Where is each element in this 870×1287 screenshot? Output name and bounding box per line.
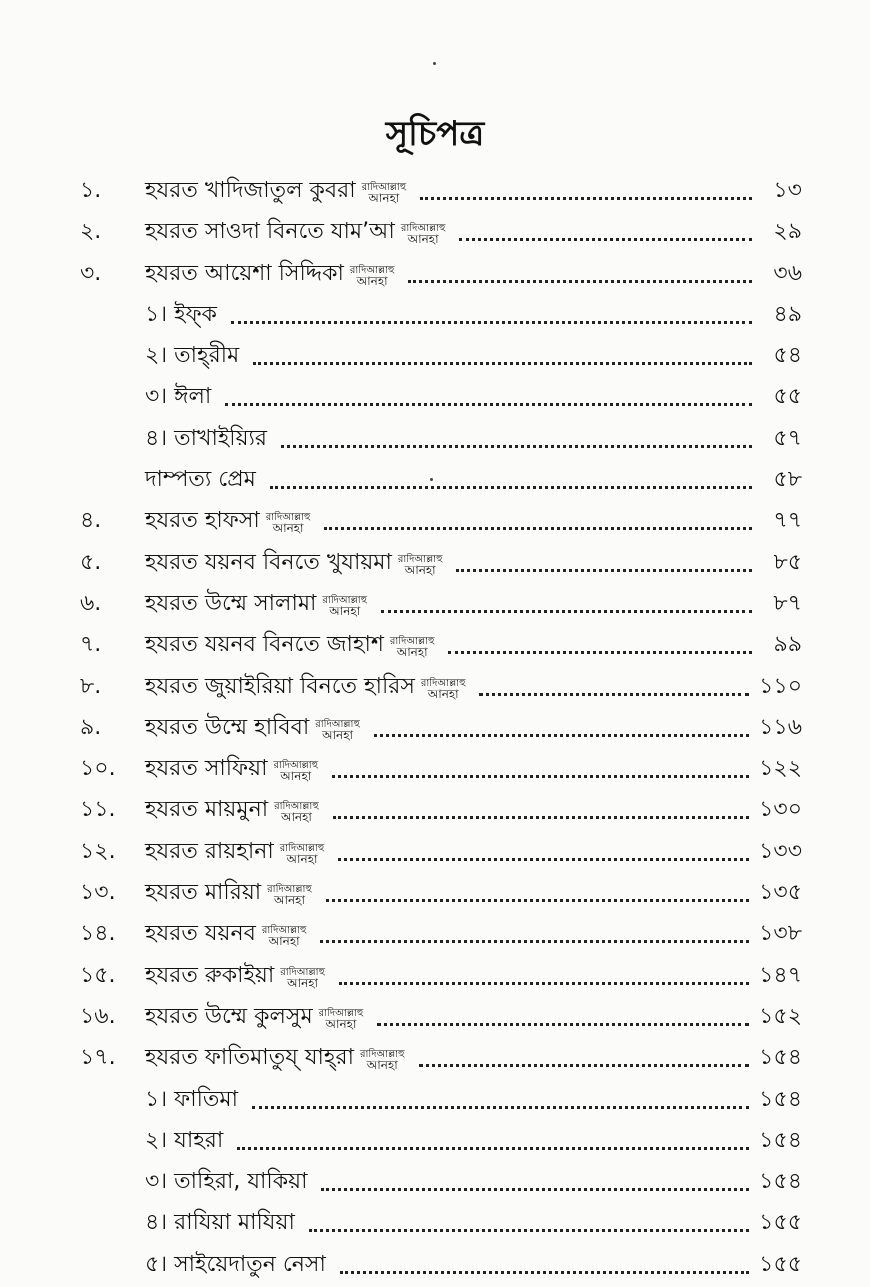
entry-page-number: ৫৫ [773, 384, 802, 410]
leader-dots [253, 361, 752, 365]
entry-number: ১১. [80, 797, 116, 823]
honorific-superscript: রাদিআল্লাহু আনহা [359, 1049, 405, 1073]
entry-title: হযরত মারিয়া [145, 880, 262, 906]
entry-page-number: ১৫৫ [759, 1251, 802, 1277]
honorific-superscript: রাদিআল্লাহু আনহা [273, 760, 319, 784]
leader-dots [374, 733, 749, 737]
entry-number: ৪. [80, 508, 102, 534]
toc-entry [0, 172, 870, 213]
entry-number: ২. [80, 219, 102, 245]
honorific-superscript: রাদিআল্লাহু আনহা [261, 925, 307, 949]
toc-entry [0, 461, 870, 502]
toc-entry [0, 420, 870, 461]
toc-entry [0, 957, 870, 998]
leader-dots [408, 279, 752, 283]
toc-entry [0, 791, 870, 832]
honorific-superscript: রাদিআল্লাহু আনহা [265, 512, 311, 536]
leader-dots [281, 444, 752, 448]
entry-title: ২। তাহ্‌রীম [145, 343, 240, 369]
entry-number: ১৭. [80, 1045, 116, 1071]
leader-dots [225, 402, 752, 406]
entry-page-number: ১১০ [759, 673, 802, 699]
honorific-superscript: রাদিআল্লাহু আনহা [318, 1007, 364, 1031]
entry-title: ৩। ঈলা [145, 384, 212, 410]
toc-entry [0, 296, 870, 337]
toc-entry [0, 255, 870, 296]
entry-page-number: ১৫৪ [759, 1127, 802, 1153]
print-speck [433, 62, 436, 65]
print-speck [430, 478, 433, 481]
entry-page-number: ৫৮ [773, 467, 802, 493]
entry-title: হযরত রুকাইয়া [145, 962, 275, 988]
toc-entry [0, 998, 870, 1039]
toc-entry [0, 1081, 870, 1122]
entry-page-number: ১৩৫ [759, 880, 802, 906]
entry-number: ১৬. [80, 1003, 116, 1029]
leader-dots [237, 1146, 749, 1150]
toc-entry [0, 915, 870, 956]
honorific-superscript: রাদিআল্লাহু আনহা [315, 718, 360, 742]
entry-page-number: ৩৬ [773, 260, 802, 286]
honorific-superscript: রাদিআল্লাহু আনহা [280, 966, 325, 990]
entry-title: হযরত উম্মে কুলসুম [145, 1003, 313, 1029]
entry-title: ১। ইফ্‌ক [145, 301, 217, 327]
entry-number: ১২. [80, 838, 116, 864]
entry-page-number: ৭৭ [773, 508, 802, 534]
entry-title: হযরত ফাতিমাতুয্‌ যাহ্‌রা [145, 1045, 354, 1071]
entry-page-number: ১৪৭ [759, 962, 802, 988]
entry-page-number: ৮৭ [773, 590, 802, 616]
entry-page-number: ১৫৪ [759, 1169, 802, 1195]
honorific-superscript: রাদিআল্লাহু আনহা [389, 636, 435, 660]
entry-number: ৬. [80, 590, 102, 616]
entry-title: হযরত হাফসা [145, 508, 260, 534]
entry-number: ৯. [80, 714, 102, 740]
entry-title: হযরত রায়হানা [145, 838, 274, 864]
entry-number: ১. [80, 178, 102, 203]
toc-entry [0, 1204, 870, 1245]
toc-entry [0, 750, 870, 791]
entry-number: ৩. [80, 260, 102, 286]
entry-page-number: ১৫৪ [759, 1086, 802, 1112]
entry-page-number: ৮৫ [773, 549, 802, 575]
entry-number: ১৪. [80, 921, 116, 947]
toc-entry [0, 1246, 870, 1287]
leader-dots [339, 981, 749, 985]
toc-entry [0, 626, 870, 667]
honorific-superscript: রাদিআল্লাহু আনহা [279, 842, 325, 866]
entry-number: ৮. [80, 673, 102, 699]
toc-entry [0, 585, 870, 626]
entry-title: হযরত যয়নব বিনতে খুযায়মা [145, 549, 392, 575]
entry-page-number: ১২২ [759, 756, 802, 782]
entry-page-number: ১৩৩ [759, 838, 802, 864]
entry-number: ৫. [80, 549, 102, 575]
leader-dots [340, 1270, 749, 1274]
entry-page-number: ৫৪ [773, 343, 802, 369]
toc-entry [0, 213, 870, 254]
leader-dots [309, 1228, 749, 1232]
leader-dots [252, 1105, 749, 1109]
toc-entry [0, 1163, 870, 1204]
entry-page-number: ৯৯ [773, 632, 802, 658]
entry-title: ৪। তাখাইয়্যির [145, 425, 268, 451]
leader-dots [324, 526, 752, 530]
leader-dots [479, 692, 749, 696]
entry-page-number: ২৯ [773, 219, 802, 245]
leader-dots [456, 568, 752, 572]
entry-title: হযরত যয়নব বিনতে জাহাশ [145, 632, 384, 658]
leader-dots [333, 815, 749, 819]
toc-entry [0, 833, 870, 874]
entry-title: হযরত উম্মে হাবিবা [145, 714, 310, 740]
entry-title: ২। যাহরা [145, 1127, 224, 1153]
honorific-superscript: রাদিআল্লাহু আনহা [267, 884, 312, 908]
entry-title: ৪। রাযিয়া মাযিয়া [145, 1210, 295, 1236]
entry-page-number: ১৫৪ [759, 1045, 802, 1071]
entry-title: হযরত আয়েশা সিদ্দিকা [145, 260, 344, 286]
honorific-superscript: রাদিআল্লাহু আনহা [349, 264, 395, 288]
leader-dots [448, 650, 752, 654]
toc-entry [0, 709, 870, 750]
entry-page-number: ১৩ [773, 178, 802, 203]
entry-title: হযরত মায়মুনা [145, 797, 269, 823]
entry-number: ১৩. [80, 880, 116, 906]
toc-entry [0, 544, 870, 585]
honorific-superscript: রাদিআল্লাহু আনহা [397, 553, 443, 577]
toc-entry [0, 502, 870, 543]
honorific-superscript: রাদিআল্লাহু আনহা [361, 182, 407, 205]
entry-title: হযরত উম্মে সালামা [145, 590, 317, 616]
toc-entry [0, 1039, 870, 1080]
entry-page-number: ১৩০ [759, 797, 802, 823]
page-title: সূচিপত্র [385, 114, 485, 154]
leader-dots [381, 609, 752, 613]
entry-title: হযরত সাফিয়া [145, 756, 268, 782]
leader-dots [459, 237, 752, 241]
table-of-contents [0, 172, 870, 1287]
honorific-superscript: রাদিআল্লাহু আনহা [400, 223, 446, 247]
entry-page-number: ১১৬ [759, 714, 802, 740]
honorific-superscript: রাদিআল্লাহু আনহা [322, 594, 367, 618]
entry-page-number: ১৩৮ [759, 921, 802, 947]
leader-dots [420, 196, 752, 200]
entry-page-number: ১৫৫ [759, 1210, 802, 1236]
entry-title: ৩। তাহিরা, যাকিয়া [145, 1169, 308, 1195]
entry-number: ১০. [80, 756, 116, 782]
entry-number: ৭. [80, 632, 102, 658]
honorific-superscript: রাদিআল্লাহু আনহা [274, 801, 319, 825]
leader-dots [320, 939, 749, 943]
leader-dots [332, 774, 749, 778]
entry-title: দাম্পত্য প্রেম [145, 467, 256, 493]
entry-title: ১। ফাতিমা [145, 1086, 238, 1112]
entry-page-number: ৪৯ [773, 301, 802, 327]
leader-dots [377, 1022, 749, 1026]
entry-title: হযরত যয়নব [145, 921, 256, 947]
toc-entry [0, 874, 870, 915]
leader-dots [338, 857, 749, 861]
leader-dots [419, 1063, 750, 1067]
entry-page-number: ৫৭ [773, 425, 802, 451]
entry-title: ৫। সাইয়েদাতুন নেসা [145, 1251, 326, 1277]
entry-number: ১৫. [80, 962, 116, 988]
honorific-superscript: রাদিআল্লাহু আনহা [420, 677, 466, 701]
leader-dots [326, 898, 749, 902]
toc-entry [0, 1122, 870, 1163]
entry-title: হযরত জুয়াইরিয়া বিনতে হারিস [145, 673, 415, 699]
toc-entry [0, 337, 870, 378]
leader-dots [270, 485, 752, 489]
entry-title: হযরত খাদিজাতুল কুবরা [145, 178, 356, 203]
toc-entry [0, 668, 870, 709]
entry-page-number: ১৫২ [759, 1003, 802, 1029]
leader-dots [231, 320, 752, 324]
entry-title: হযরত সাওদা বিনতে যাম’আ [145, 219, 395, 245]
leader-dots [321, 1187, 749, 1191]
toc-entry [0, 378, 870, 419]
